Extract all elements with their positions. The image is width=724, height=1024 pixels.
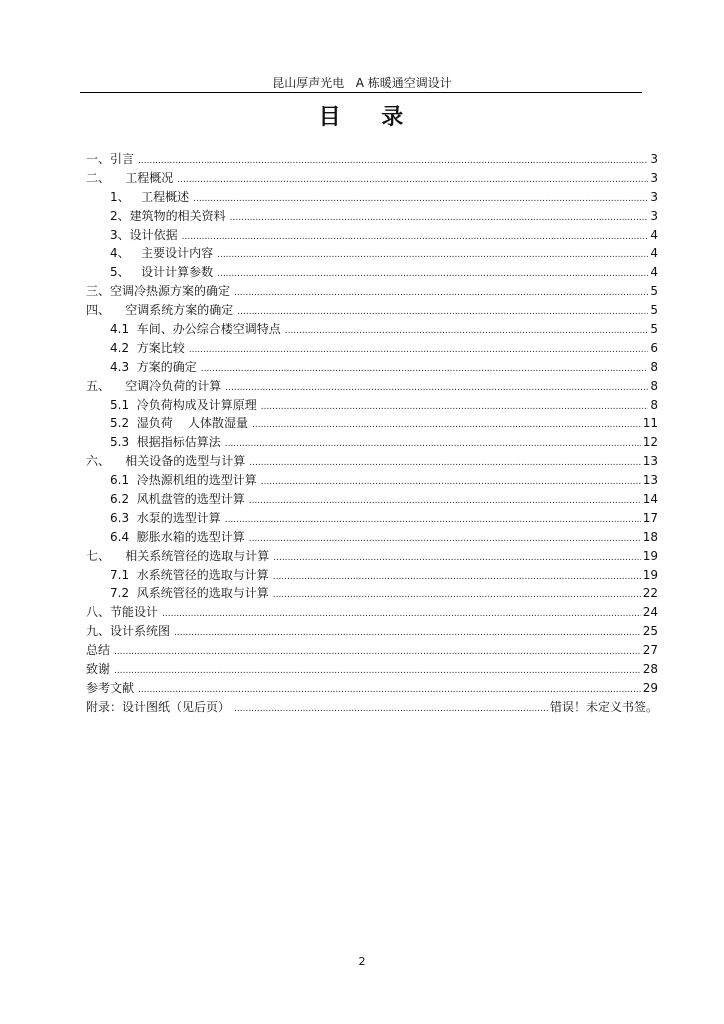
toc-entry-label: 6.1 冷热源机组的选型计算 <box>110 473 257 488</box>
toc-entry[interactable] <box>86 263 658 282</box>
toc-dot-leader <box>114 662 641 681</box>
toc-entry-page: 8 <box>650 359 658 374</box>
toc-entry-page: 8 <box>650 397 658 412</box>
toc-entry-page: 4 <box>650 227 658 242</box>
toc-dot-leader <box>201 360 648 379</box>
toc-entry-label: 5.2 湿负荷 人体散湿量 <box>110 416 248 431</box>
toc-dot-leader <box>225 435 641 454</box>
toc-dot-leader <box>193 190 648 209</box>
toc-entry-label: 五、 空调冷负荷的计算 <box>86 378 222 393</box>
toc-title: 目 录 <box>318 105 406 130</box>
toc-dot-leader <box>237 303 648 322</box>
toc-dot-leader <box>225 511 641 530</box>
toc-entry-label: 4.2 方案比较 <box>110 340 185 355</box>
toc-entry-page: 6 <box>650 340 658 355</box>
toc-dot-leader <box>217 265 648 284</box>
toc-entry-label: 7.1 水系统管径的选取与计算 <box>110 567 269 582</box>
toc-dot-leader <box>273 568 641 587</box>
toc-dot-leader <box>182 228 648 247</box>
toc-entry-page: 13 <box>642 473 658 488</box>
toc-entry-label: 2、建筑物的相关资料 <box>110 208 226 223</box>
toc-entry-label: 6.3 水泵的选型计算 <box>110 510 221 525</box>
toc-entry-label: 四、 空调系统方案的确定 <box>86 303 234 318</box>
toc-entry-label: 5.3 根据指标估算法 <box>110 435 221 450</box>
toc-dot-leader <box>162 605 641 624</box>
toc-dot-leader <box>273 586 641 605</box>
toc-entry-label: 5、 设计计算参数 <box>110 265 214 280</box>
toc-entry-page: 13 <box>642 454 658 469</box>
toc-dot-leader <box>189 341 648 360</box>
toc-entry-label: 致谢 <box>86 662 111 677</box>
toc-entry[interactable] <box>86 603 658 622</box>
toc-entry-page: 3 <box>650 152 658 166</box>
toc-entry[interactable] <box>86 226 658 245</box>
toc-entry[interactable] <box>86 452 658 471</box>
toc-entry-page: 22 <box>642 586 658 601</box>
toc-entry[interactable] <box>86 358 658 377</box>
toc-entry[interactable] <box>86 339 658 358</box>
toc-entry-page: 5 <box>650 303 658 318</box>
toc-entry-page: 4 <box>650 246 658 261</box>
toc-entry[interactable] <box>86 660 658 679</box>
toc-entry-page: 29 <box>642 680 658 695</box>
toc-entry-page: 错误！未定义书签。 <box>549 699 658 714</box>
toc-entry-label: 七、 相关系统管径的选取与计算 <box>86 548 270 563</box>
toc-entry[interactable] <box>86 509 658 528</box>
toc-entry-page: 24 <box>642 605 658 620</box>
toc-dot-leader <box>285 322 648 341</box>
toc-entry[interactable] <box>86 207 658 226</box>
toc-entry-label: 4.1 车间、办公综合楼空调特点 <box>110 322 281 337</box>
toc-entry[interactable] <box>86 377 658 396</box>
toc-entry-label: 总结 <box>86 643 111 658</box>
toc-entry-label: 附录：设计图纸（见后页） <box>86 699 231 714</box>
toc-entry-label: 二、 工程概况 <box>86 170 174 185</box>
toc-dot-leader <box>114 643 641 662</box>
toc-entry-page: 3 <box>650 170 658 185</box>
toc-entry[interactable] <box>86 641 658 660</box>
toc-entry-label: 6.2 风机盘管的选型计算 <box>110 492 245 507</box>
toc-dot-leader <box>225 379 648 398</box>
toc-entry[interactable] <box>86 584 658 603</box>
toc-entry-page: 19 <box>642 567 658 582</box>
toc-entry[interactable] <box>86 566 658 585</box>
toc-entry-page: 17 <box>642 510 658 525</box>
toc-entry[interactable] <box>86 679 658 698</box>
toc-entry-page: 27 <box>642 643 658 658</box>
toc-entry-page: 8 <box>650 378 658 393</box>
toc-entry-page: 14 <box>642 492 658 507</box>
toc-entry-page: 3 <box>650 189 658 204</box>
toc-entry-label: 7.2 风系统管径的选取与计算 <box>110 586 269 601</box>
toc-dot-leader <box>230 209 648 228</box>
toc-entry-label: 4、 主要设计内容 <box>110 246 214 261</box>
toc-entry-page: 25 <box>642 624 658 639</box>
toc-entry[interactable] <box>86 433 658 452</box>
toc-entry[interactable] <box>86 490 658 509</box>
toc-dot-leader <box>261 473 641 492</box>
toc-entry[interactable] <box>86 414 658 433</box>
toc-dot-leader <box>234 700 548 719</box>
toc-entry[interactable] <box>86 169 658 188</box>
toc-entry-label: 4.3 方案的确定 <box>110 359 197 374</box>
toc-entry-page: 28 <box>642 662 658 677</box>
toc-entry[interactable] <box>86 320 658 339</box>
running-header: 昆山厚声光电 A 栋暖通空调设计 <box>272 76 452 90</box>
toc-entry[interactable] <box>86 698 658 717</box>
toc-dot-leader <box>174 624 641 643</box>
toc-entry[interactable] <box>86 471 658 490</box>
toc-entry-label: 1、 工程概述 <box>110 189 190 204</box>
toc-dot-leader <box>234 284 648 303</box>
toc-entry-label: 六、 相关设备的选型与计算 <box>86 454 246 469</box>
toc-entry-page: 5 <box>650 284 658 299</box>
toc-entry-page: 5 <box>650 322 658 337</box>
table-of-contents <box>86 150 658 717</box>
toc-entry-page: 4 <box>650 265 658 280</box>
toc-entry-page: 3 <box>650 208 658 223</box>
toc-entry-label: 3、设计依据 <box>110 227 178 242</box>
toc-dot-leader <box>177 171 648 190</box>
toc-entry[interactable] <box>86 547 658 566</box>
toc-entry-label: 6.4 膨胀水箱的选型计算 <box>110 529 245 544</box>
toc-dot-leader <box>261 398 648 417</box>
toc-entry-label: 一、引言 <box>86 152 135 166</box>
toc-entry[interactable] <box>86 188 658 207</box>
header-rule <box>80 92 642 93</box>
toc-entry[interactable] <box>86 244 658 263</box>
toc-dot-leader <box>273 549 640 568</box>
toc-entry-label: 参考文献 <box>86 680 135 695</box>
toc-entry-label: 三、空调冷热源方案的确定 <box>86 284 231 299</box>
toc-dot-leader <box>138 152 648 171</box>
toc-entry-page: 19 <box>642 548 658 563</box>
toc-entry[interactable] <box>86 301 658 320</box>
toc-entry[interactable] <box>86 528 658 547</box>
toc-entry[interactable] <box>86 396 658 415</box>
toc-dot-leader <box>249 454 640 473</box>
toc-dot-leader <box>252 416 641 435</box>
toc-dot-leader <box>249 530 641 549</box>
toc-entry[interactable] <box>86 282 658 301</box>
toc-dot-leader <box>217 246 648 265</box>
toc-entry-page: 11 <box>642 416 658 431</box>
toc-entry[interactable] <box>86 150 658 169</box>
toc-dot-leader <box>249 492 641 511</box>
page-number: 2 <box>358 955 366 968</box>
toc-entry-label: 5.1 冷负荷构成及计算原理 <box>110 397 257 412</box>
toc-entry-label: 八、节能设计 <box>86 605 159 620</box>
toc-entry-page: 18 <box>642 529 658 544</box>
toc-entry-label: 九、设计系统图 <box>86 624 171 639</box>
toc-entry[interactable] <box>86 622 658 641</box>
toc-entry-page: 12 <box>642 435 658 450</box>
